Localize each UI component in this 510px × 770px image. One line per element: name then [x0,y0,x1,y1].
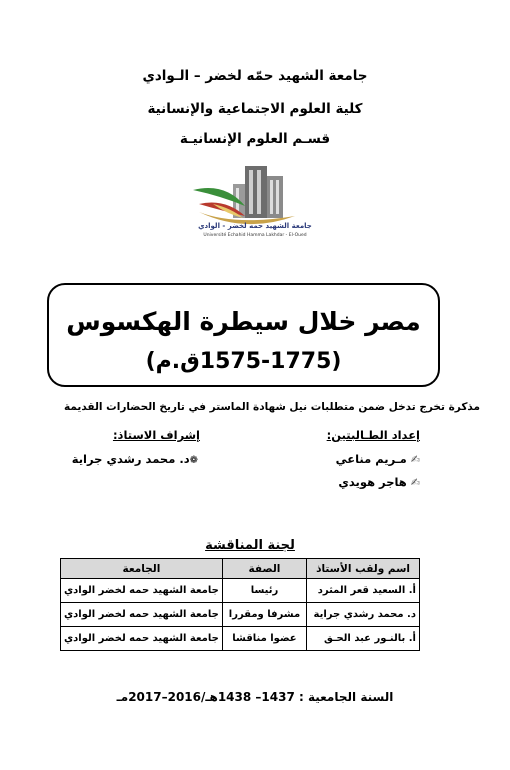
table-header-row [61,559,420,579]
thesis-dates: (1575-1775ق.م) [145,349,342,374]
logo-building-icon [233,166,283,218]
department-name: قسـم العلوم الإنسانيـة [179,131,331,147]
supervisor-name: ❁د. محمد رشدي جراية [71,452,198,466]
column-header: الجامعة [61,559,223,579]
supervisor-header: إشراف الاستاذ: [112,428,200,442]
column-header: اسم ولقب الأستاذ [307,559,420,579]
university-logo [185,160,325,245]
table-row [61,579,420,603]
committee-header: لجنة المناقشة [205,538,295,553]
pen-icon: ✍ [410,453,420,466]
logo-latin-caption: Université Echahid Hamma Lakhdar - El-Oued [203,233,307,238]
member-role: مشرفا ومقررا [222,603,306,627]
member-university: جامعة الشهيد حمه لخضر الوادي [61,603,223,627]
faculty-name: كلية العلوم الاجتماعية والإنسانية [147,101,363,117]
memo-statement: مذكرة تخرج تدخل ضمن متطلبات نيل شهادة الماستر في تاريخ الحضارات القديمة [64,401,480,413]
title-frame [47,283,440,387]
member-role: عضوا مناقشا [222,627,306,651]
logo-arabic-caption: جامعة الشهيد حمه لخضر - الوادي [198,222,312,230]
students-header: إعداد الطـالبتين: [326,428,420,442]
flower-icon: ❁ [189,455,198,466]
member-university: جامعة الشهيد حمه لخضر الوادي [61,627,223,651]
member-name: د. محمد رشدي جراية [307,603,420,627]
university-name: جامعة الشهيد حمّه لخضر – الـوادي [142,68,368,84]
member-name: أ. السعيد قعر المثرد [307,579,420,603]
table-row [61,603,420,627]
academic-year: السنة الجامعية : 1437– 1438هـ/2016–2017مـ [116,690,394,704]
pen-icon: ✍ [410,476,420,489]
thesis-title: مصر خلال سيطرة الهكسوس [66,307,421,336]
member-university: جامعة الشهيد حمه لخضر الوادي [61,579,223,603]
committee-table [60,558,420,651]
table-row [61,627,420,651]
column-header: الصفة [222,559,306,579]
member-role: رئيسا [222,579,306,603]
student-name: ✍هاجر هويدي [338,475,420,489]
student-name: ✍مـريم مناعي [335,452,420,466]
member-name: أ. بالنـور عبد الحـق [307,627,420,651]
